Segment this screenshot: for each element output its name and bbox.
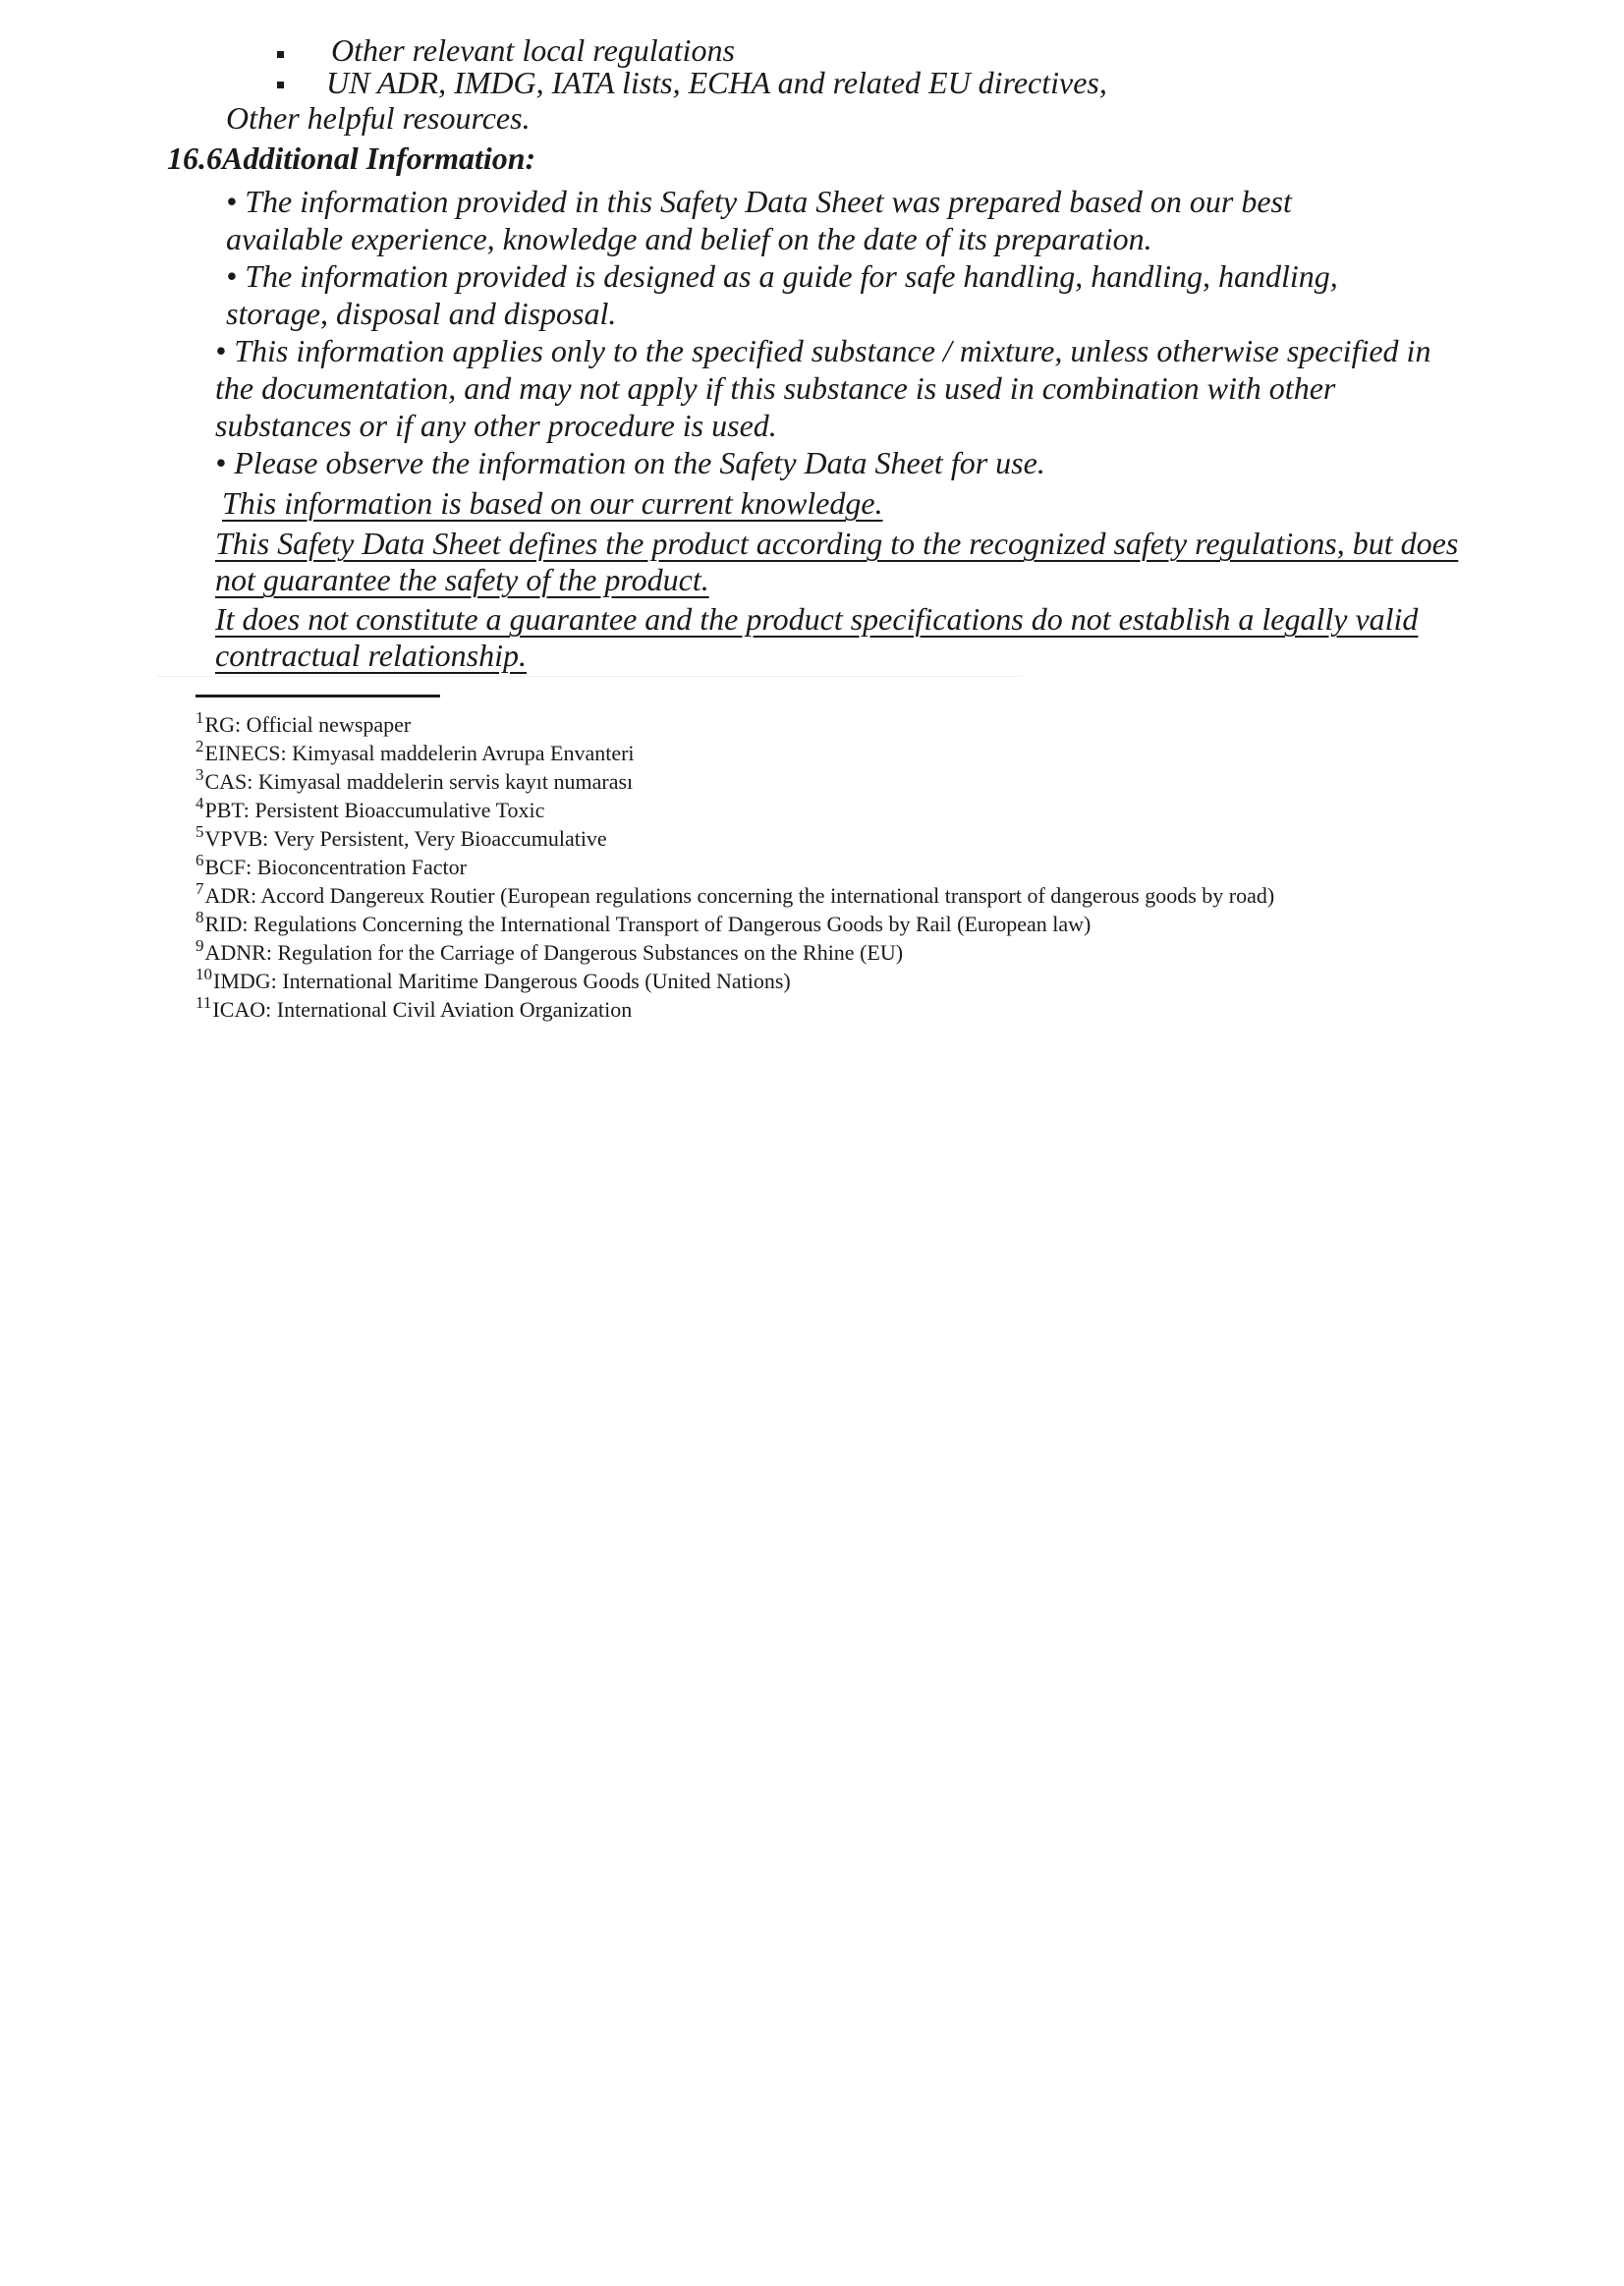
section-number: 16.6 — [167, 140, 222, 176]
footnote-separator — [196, 695, 440, 697]
body-line: storage, disposal and disposal. — [226, 296, 617, 331]
footnote-number: 10 — [196, 965, 212, 983]
body-line: • This information applies only to the specified substance / mixture, unless otherwise specified in — [215, 333, 1431, 368]
footnote — [196, 851, 467, 880]
square-bullet-icon — [277, 51, 284, 58]
body-line: • Please observe the information on the Safety Data Sheet for use. — [215, 445, 1045, 480]
footnote-text: ADNR: Regulation for the Carriage of Dangerous Substances on the Rhine (EU) — [204, 940, 904, 965]
footnote — [196, 908, 1092, 937]
footnote-number: 9 — [196, 936, 204, 955]
footnote-text: ADR: Accord Dangereux Routier (European regulations concerning the international transport of dangerous goods by road) — [204, 883, 1275, 908]
footnote — [196, 708, 412, 738]
footnote-number: 1 — [196, 708, 204, 727]
footnote-number: 5 — [196, 822, 204, 841]
disclaimer-line: not guarantee the safety of the product. — [215, 562, 709, 597]
footnote-number: 4 — [196, 794, 204, 812]
footnote — [196, 965, 791, 994]
regulation-item: Other relevant local regulations — [331, 32, 735, 68]
footnote-text: ICAO: International Civil Aviation Organization — [212, 997, 633, 1022]
footnote — [196, 737, 635, 766]
footnote — [196, 993, 633, 1023]
footnote — [196, 822, 607, 852]
disclaimer-line: This Safety Data Sheet defines the product according to the recognized safety regulations, but does — [215, 526, 1459, 561]
regulation-item: UN ADR, IMDG, IATA lists, ECHA and related EU directives, — [326, 65, 1107, 100]
disclaimer-line: It does not constitute a guarantee and the product specifications do not establish a legally valid — [215, 601, 1419, 637]
footnote-text: CAS: Kimyasal maddelerin servis kayıt numarası — [204, 769, 634, 794]
disclaimer-line: contractual relationship. — [215, 638, 528, 673]
footnote-number: 2 — [196, 737, 204, 755]
footnote-text: RID: Regulations Concerning the International Transport of Dangerous Goods by Rail (European law) — [204, 912, 1092, 936]
section-divider — [157, 676, 1022, 677]
footnote-text: EINECS: Kimyasal maddelerin Avrupa Envanteri — [204, 741, 635, 765]
footnote — [196, 765, 634, 795]
footnote — [196, 936, 904, 966]
footnote-number: 8 — [196, 908, 204, 926]
footnote-number: 6 — [196, 851, 204, 869]
disclaimer-line: This information is based on our current knowledge. — [222, 485, 883, 521]
body-line: • The information provided is designed as a guide for safe handling, handling, handling, — [226, 258, 1338, 294]
square-bullet-icon — [277, 82, 284, 88]
body-line: available experience, knowledge and belief on the date of its preparation. — [226, 221, 1152, 256]
section-title: Additional Information: — [222, 140, 536, 176]
other-resources-line: Other helpful resources. — [226, 100, 531, 136]
footnote — [196, 794, 545, 823]
footnote-text: RG: Official newspaper — [204, 712, 412, 737]
footnote — [196, 879, 1275, 909]
footnote-text: VPVB: Very Persistent, Very Bioaccumulative — [204, 826, 607, 851]
body-line: • The information provided in this Safety Data Sheet was prepared based on our best — [226, 184, 1292, 219]
body-line: substances or if any other procedure is used. — [215, 408, 777, 443]
footnote-text: IMDG: International Maritime Dangerous Goods (United Nations) — [213, 969, 791, 993]
footnote-number: 3 — [196, 765, 204, 784]
footnote-number: 11 — [196, 993, 212, 1012]
footnote-text: BCF: Bioconcentration Factor — [204, 855, 467, 879]
body-line: the documentation, and may not apply if this substance is used in combination with other — [215, 370, 1336, 406]
section-heading — [167, 140, 535, 176]
footnote-text: PBT: Persistent Bioaccumulative Toxic — [204, 798, 545, 822]
footnote-number: 7 — [196, 879, 204, 898]
